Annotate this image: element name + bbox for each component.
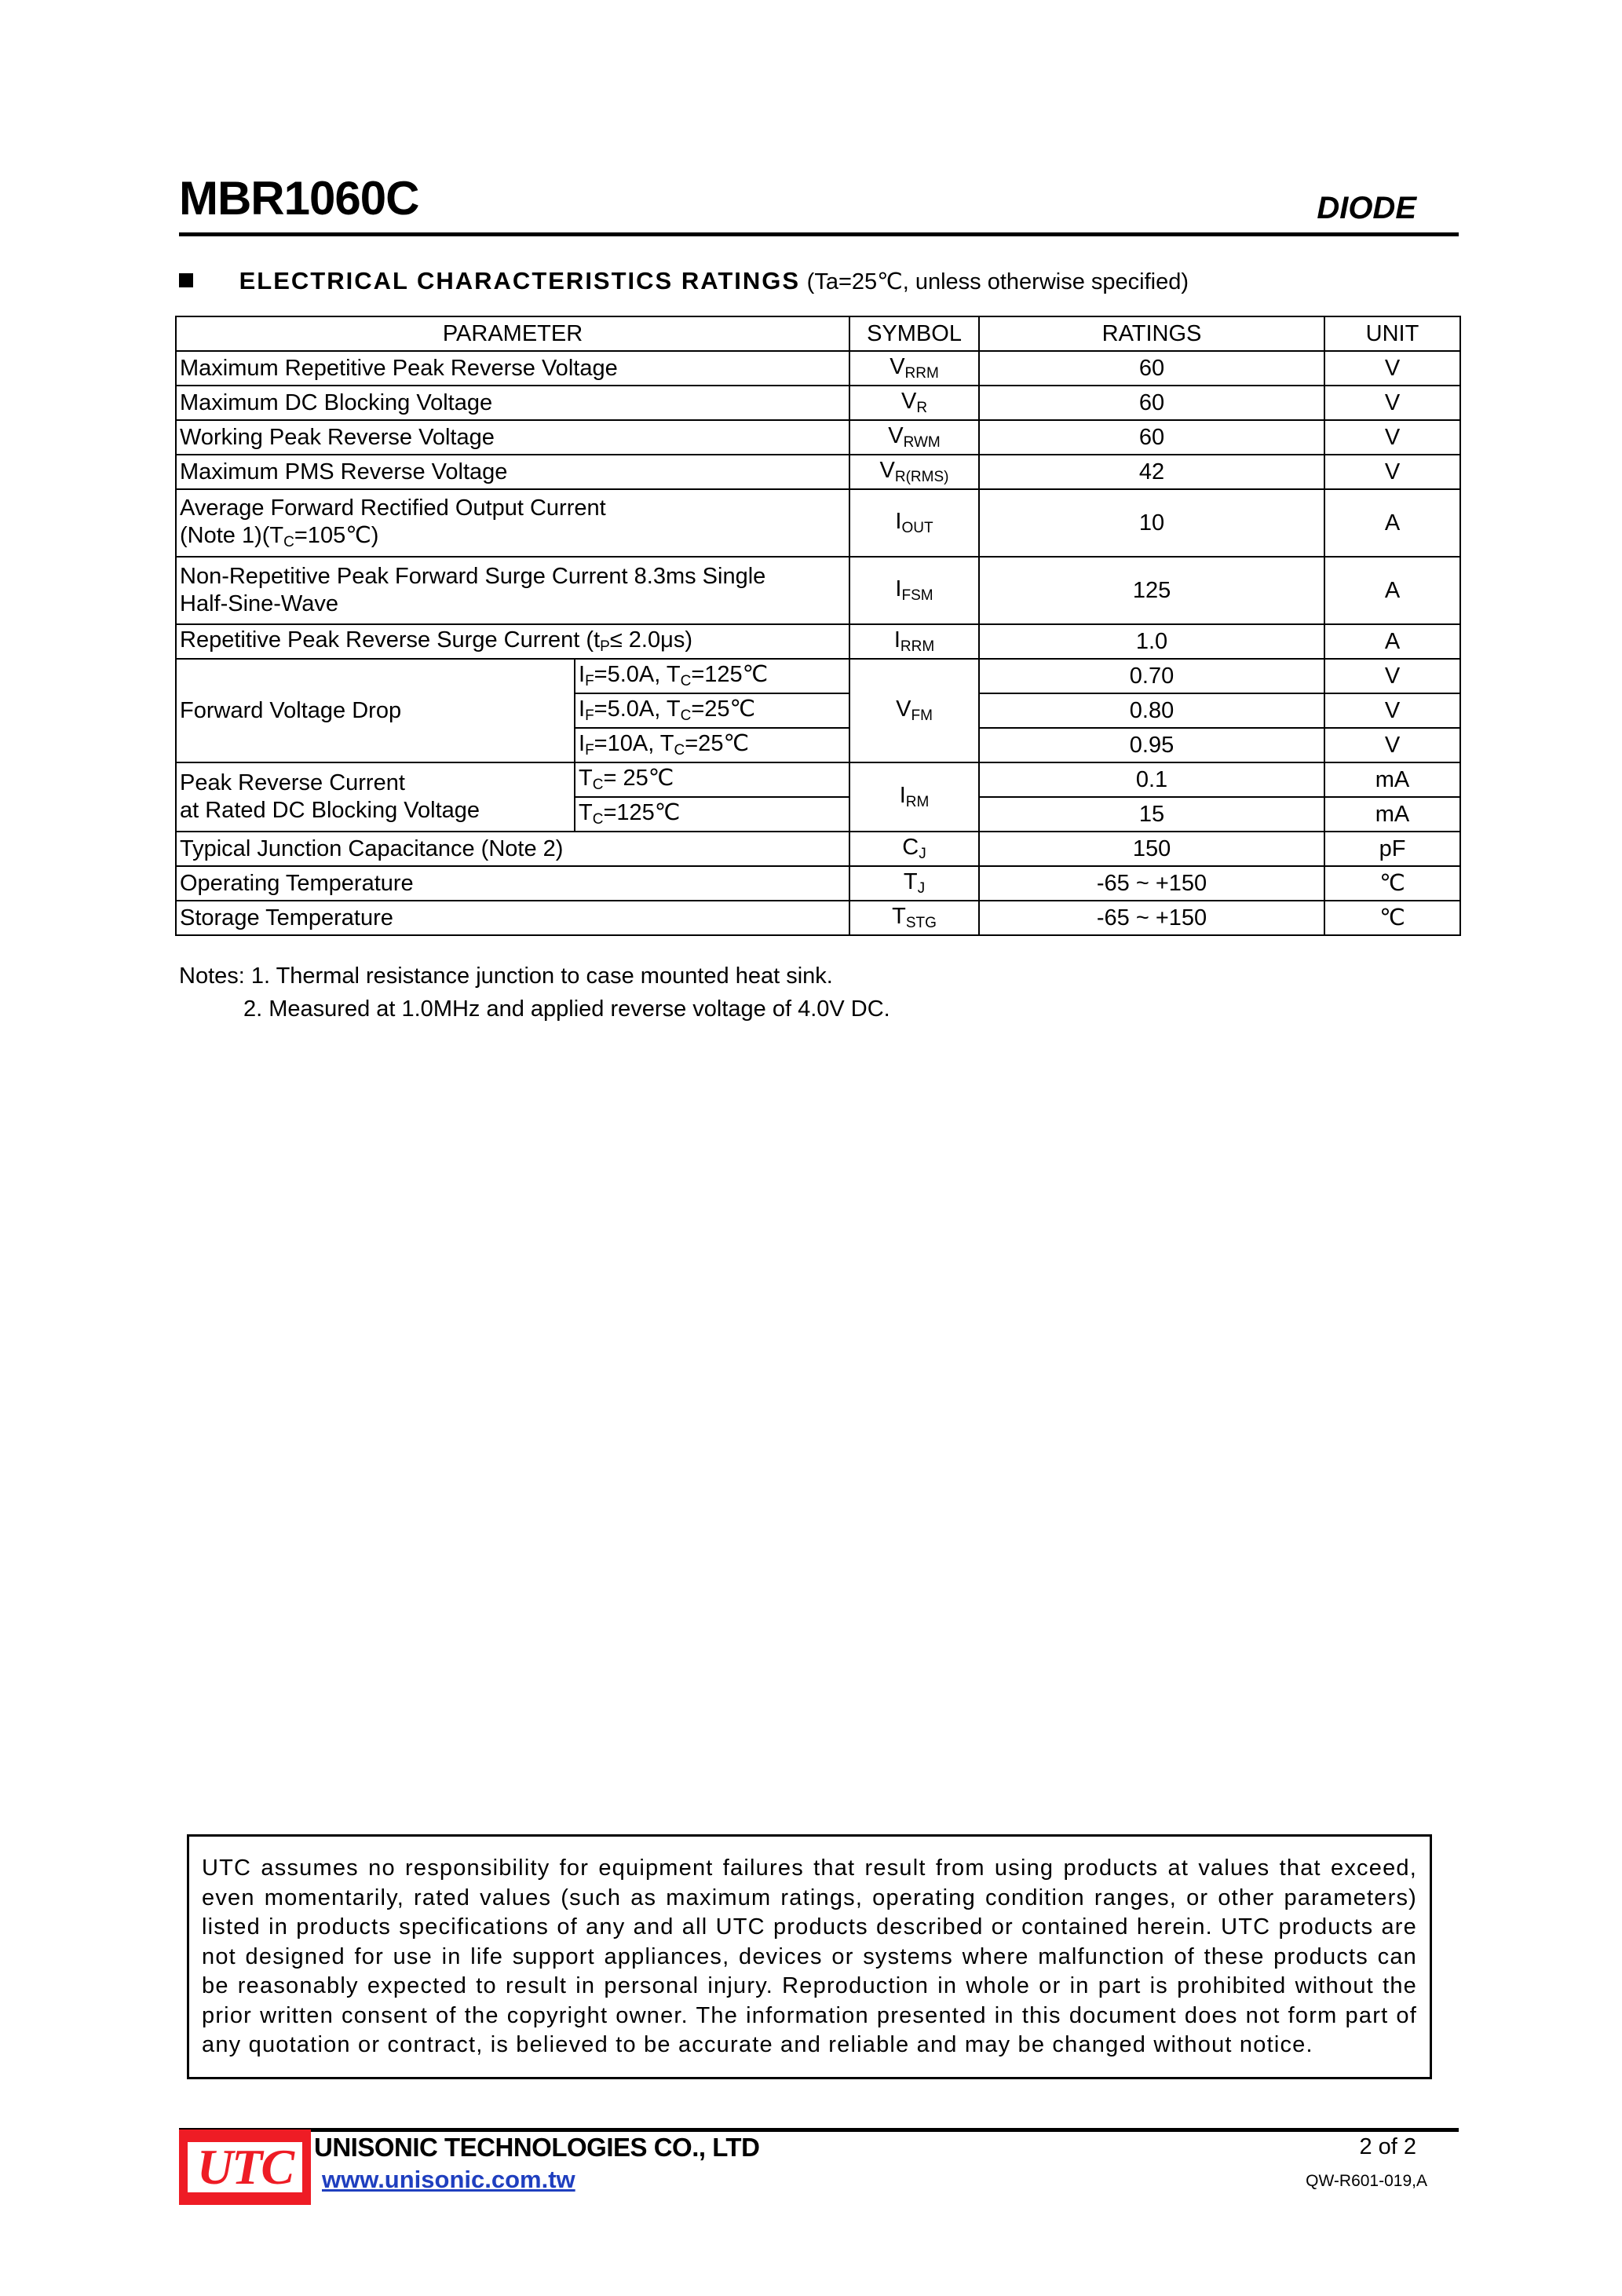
symbol-cell: $V_R$ [849,386,979,420]
table-row [176,866,1460,901]
unit-cell: pF [1324,832,1460,866]
symbol-cell: $T_{STG}$ [849,901,979,935]
symbol-cell: $V_{R(RMS)}$ [849,455,979,489]
rating-cell: 10 [979,489,1324,557]
parameter-cell: Maximum Repetitive Peak Reverse Voltage [176,351,849,386]
section-title [179,267,1189,295]
table-header-row [176,316,1460,351]
unit-cell: ℃ [1324,901,1460,935]
symbol-cell: $I_{FSM}$ [849,557,979,624]
parameter-cell: Repetitive Peak Reverse Surge Current $(t_P\le 2.0\mu s)$ [176,624,849,659]
header-unit: UNIT [1324,316,1460,351]
table-row [176,386,1460,420]
unit-cell: V [1324,420,1460,455]
parameter-cell: Working Peak Reverse Voltage [176,420,849,455]
parameter-cell: Peak Reverse Current at Rated DC Blocking Voltage [176,762,575,832]
table-row [176,489,1460,557]
symbol-cell: $C_J$ [849,832,979,866]
header-parameter: PARAMETER [176,316,849,351]
unit-cell: V [1324,386,1460,420]
unit-cell: V [1324,659,1460,693]
utc-logo [179,2130,311,2205]
table-row [176,762,1460,797]
ratings-table [175,316,1461,936]
company-name: UNISONIC TECHNOLOGIES CO., LTD [314,2133,760,2162]
parameter-cell: Operating Temperature [176,866,849,901]
condition-cell: $T_C=$ 25℃ [575,762,849,797]
rating-cell: -65 ~ +150 [979,866,1324,901]
note-1: Notes: 1. Thermal resistance junction to case mounted heat sink. [179,963,833,989]
unit-cell: mA [1324,797,1460,832]
parameter-cell: Maximum DC Blocking Voltage [176,386,849,420]
symbol-cell: $V_{FM}$ [849,659,979,762]
condition-cell: $T_C=125℃$ [575,797,849,832]
table-row [176,901,1460,935]
part-number: MBR1060C [179,172,419,225]
rating-cell: 42 [979,455,1324,489]
rating-cell: 60 [979,386,1324,420]
unit-cell: V [1324,693,1460,728]
disclaimer-box: UTC assumes no responsibility for equipment failures that result from using products at values that exceed, even momentarily, rated values (such as maximum ratings, operating condition ranges, or other parameters) listed in products specifications of any and all UTC products described or contained herein. UTC products are not designed for use in life support appliances, devices or systems where malfunction of these products can be reasonably expected to result in personal injury. Reproduction in whole or in part is prohibited without the prior written consent of the copyright owner. The information presented in this document does not form part of any quotation or contract, is believed to be accurate and reliable and may be changed without notice. [187,1834,1432,2079]
parameter-cell: Forward Voltage Drop [176,659,575,762]
parameter-cell: Storage Temperature [176,901,849,935]
unit-cell: A [1324,557,1460,624]
table-row [176,420,1460,455]
rating-cell: 60 [979,420,1324,455]
unit-cell: V [1324,351,1460,386]
notes [179,960,890,1026]
note-2: 2. Measured at 1.0MHz and applied reverse voltage of 4.0V DC. [243,996,890,1022]
condition-cell: $I_F=5.0A$, $T_C=25℃$ [575,693,849,728]
rating-cell: 125 [979,557,1324,624]
document-number: QW-R601-019,A [1306,2172,1427,2190]
condition-cell: $I_F=5.0A$, $T_C=125℃$ [575,659,849,693]
condition-cell: $I_F=10A$, $T_C=25℃$ [575,728,849,762]
table-row [176,832,1460,866]
rating-cell: 0.95 [979,728,1324,762]
parameter-cell: Average Forward Rectified Output Current (Note $1)(T_C=105℃)$ [176,489,849,557]
table-row [176,659,1460,693]
symbol-cell: $V_{RWM}$ [849,420,979,455]
device-type: DIODE [1317,191,1416,225]
table-row [176,455,1460,489]
table-row [176,624,1460,659]
footer-rule [179,2128,1459,2132]
rating-cell: 0.70 [979,659,1324,693]
symbol-cell: $I_{RRM}$ [849,624,979,659]
rating-cell: 60 [979,351,1324,386]
rating-cell: 150 [979,832,1324,866]
section-condition: (Ta=25℃, unless otherwise specified) [806,269,1189,294]
symbol-cell: $I_{RM}$ [849,762,979,832]
page-number: 2 of 2 [1359,2134,1416,2159]
header-rule [179,232,1459,236]
table-row [176,351,1460,386]
parameter-cell: Typical Junction Capacitance (Note 2) [176,832,849,866]
symbol-cell: $T_J$ [849,866,979,901]
header-ratings: RATINGS [979,316,1324,351]
header-symbol: SYMBOL [849,316,979,351]
unit-cell: mA [1324,762,1460,797]
rating-cell: -65 ~ +150 [979,901,1324,935]
logo-text: UTC [188,2142,302,2192]
rating-cell: 0.80 [979,693,1324,728]
table-row [176,557,1460,624]
unit-cell: A [1324,489,1460,557]
rating-cell: 15 [979,797,1324,832]
unit-cell: A [1324,624,1460,659]
square-bullet-icon [179,273,193,287]
parameter-cell: Non-Repetitive Peak Forward Surge Current 8.3ms Single Half-Sine-Wave [176,557,849,624]
rating-cell: 1.0 [979,624,1324,659]
parameter-cell: Maximum PMS Reverse Voltage [176,455,849,489]
symbol-cell: $I_{OUT}$ [849,489,979,557]
section-title-text: ELECTRICAL CHARACTERISTICS RATINGS [239,267,801,294]
unit-cell: V [1324,728,1460,762]
unit-cell: ℃ [1324,866,1460,901]
rating-cell: 0.1 [979,762,1324,797]
symbol-cell: $V_{RRM}$ [849,351,979,386]
unit-cell: V [1324,455,1460,489]
website-link[interactable]: www.unisonic.com.tw [322,2166,575,2193]
